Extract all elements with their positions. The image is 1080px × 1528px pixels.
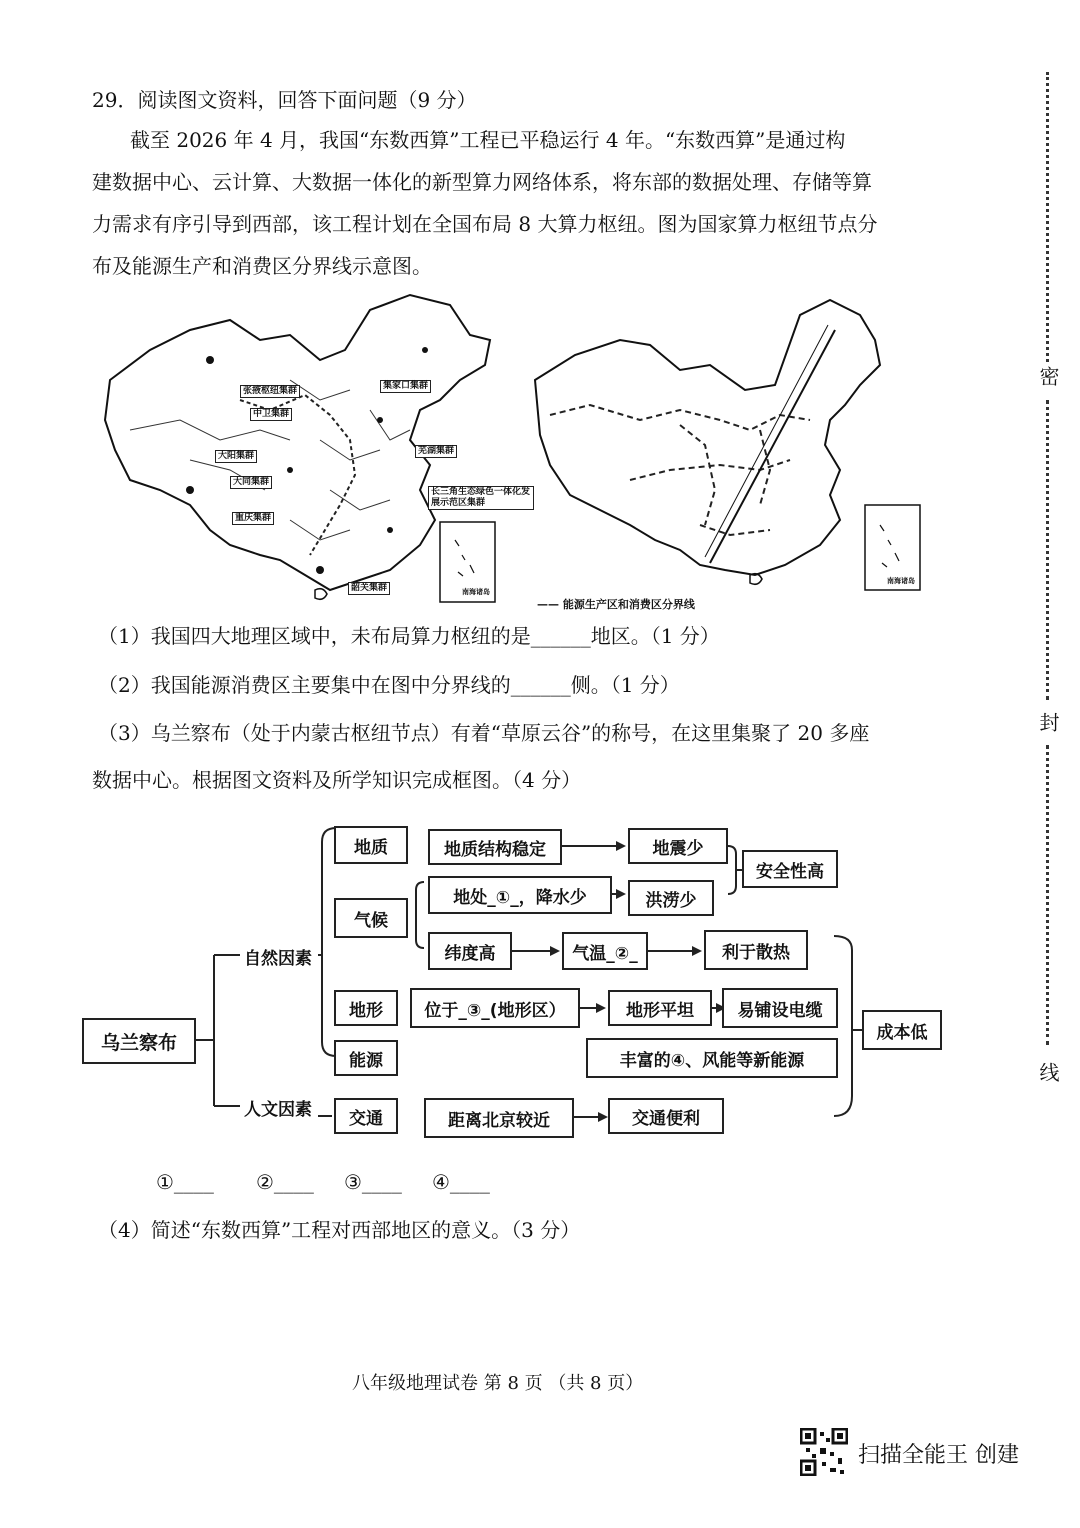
answer-blank-3[interactable]: ③____	[344, 1170, 402, 1194]
map-label-datong: 大同集群	[230, 476, 272, 489]
para-line-1: 截至 2026 年 4 月，我国“东数西算”工程已平稳运行 4 年。“东数西算”是通过构	[130, 128, 846, 152]
sub-question-1: （1）我国四大地理区域中，未布局算力枢纽的是______地区。（1 分）	[98, 624, 720, 648]
sub-question-3-line-2: 数据中心。根据图文资料及所学知识完成框图。（4 分）	[92, 768, 582, 792]
box-temperature-blank-2: 气温_②_	[562, 932, 648, 970]
answer-blank-2[interactable]: ②____	[256, 1170, 314, 1194]
box-terrain: 地形	[334, 990, 398, 1026]
qr-code-icon	[800, 1428, 848, 1476]
box-heat-dissipation: 利于散热	[704, 930, 808, 970]
label-natural-factors: 自然因素	[244, 949, 312, 969]
box-terrain-blank-3: 位于_③_(地形区）	[410, 988, 580, 1028]
answer-blank-4[interactable]: ④____	[432, 1170, 490, 1194]
binding-char-mi: 密	[1036, 366, 1060, 386]
map-label-zhangye: 张掖枢纽集群	[240, 385, 300, 398]
box-geo-stable: 地质结构稳定	[428, 829, 562, 865]
box-terrain-flat: 地形平坦	[608, 990, 712, 1026]
box-latitude-high: 纬度高	[428, 932, 512, 970]
box-easy-cable: 易铺设电缆	[722, 988, 838, 1028]
box-location-blank-1: 地处_①_，降水少	[428, 876, 612, 914]
map-legend-boundary: —— 能源生产区和消费区分界线	[537, 598, 695, 611]
box-transport: 交通	[334, 1098, 398, 1134]
map-label-wuhu: 芜湖集群	[415, 445, 457, 458]
para-line-4: 布及能源生产和消费区分界线示意图。	[92, 254, 432, 278]
question-title: 29．阅读图文资料，回答下面问题（9 分）	[92, 88, 477, 112]
page-footer: 八年级地理试卷 第 8 页 （共 8 页）	[352, 1373, 644, 1394]
map-label-shaoguan: 韶关集群	[348, 582, 390, 595]
box-quake-few: 地震少	[628, 828, 728, 864]
label-human-factors: 人文因素	[244, 1100, 312, 1120]
map-label-zhangjiakou: 集家口集群	[380, 380, 431, 393]
answer-blank-1[interactable]: ①____	[156, 1170, 214, 1194]
box-safety-high: 安全性高	[742, 850, 838, 888]
map-label-dayang: 大阳集群	[215, 450, 257, 463]
box-energy: 能源	[334, 1040, 398, 1076]
box-climate: 气候	[334, 898, 408, 938]
box-convenient-transport: 交通便利	[608, 1098, 724, 1134]
map-label-zhongwei: 中卫集群	[250, 408, 292, 421]
map-inset-label-left: 南海诸岛	[462, 588, 490, 596]
para-line-2: 建数据中心、云计算、大数据一体化的新型算力网络体系，将东部的数据处理、存储等算	[92, 170, 872, 194]
para-line-3: 力需求有序引导到西部，该工程计划在全国布局 8 大算力枢纽。图为国家算力枢纽节点分	[92, 212, 878, 236]
watermark-text: 扫描全能王 创建	[858, 1443, 1019, 1468]
box-geology: 地质	[334, 826, 408, 864]
map-label-yangtze-delta: 长三角生态绿色一体化发展示范区集群	[428, 486, 534, 510]
box-rich-energy-blank-4: 丰富的④、风能等新能源	[586, 1038, 838, 1078]
sub-question-3-line-1: （3）乌兰察布（处于内蒙古枢纽节点）有着“草原云谷”的称号，在这里集聚了 20 多座	[98, 721, 870, 745]
box-root-wulanchabu: 乌兰察布	[82, 1018, 196, 1064]
box-cost-low: 成本低	[862, 1010, 942, 1050]
binding-char-xian: 线	[1036, 1062, 1060, 1082]
map-label-chongqing: 重庆集群	[232, 512, 274, 525]
binding-char-feng: 封	[1036, 712, 1060, 732]
box-flood-few: 洪涝少	[628, 880, 714, 916]
map-inset-label-right: 南海诸岛	[887, 577, 915, 585]
sub-question-4: （4）简述“东数西算”工程对西部地区的意义。（3 分）	[98, 1218, 581, 1242]
sub-question-2: （2）我国能源消费区主要集中在图中分界线的______侧。（1 分）	[98, 673, 680, 697]
box-near-beijing: 距离北京较近	[424, 1098, 574, 1138]
